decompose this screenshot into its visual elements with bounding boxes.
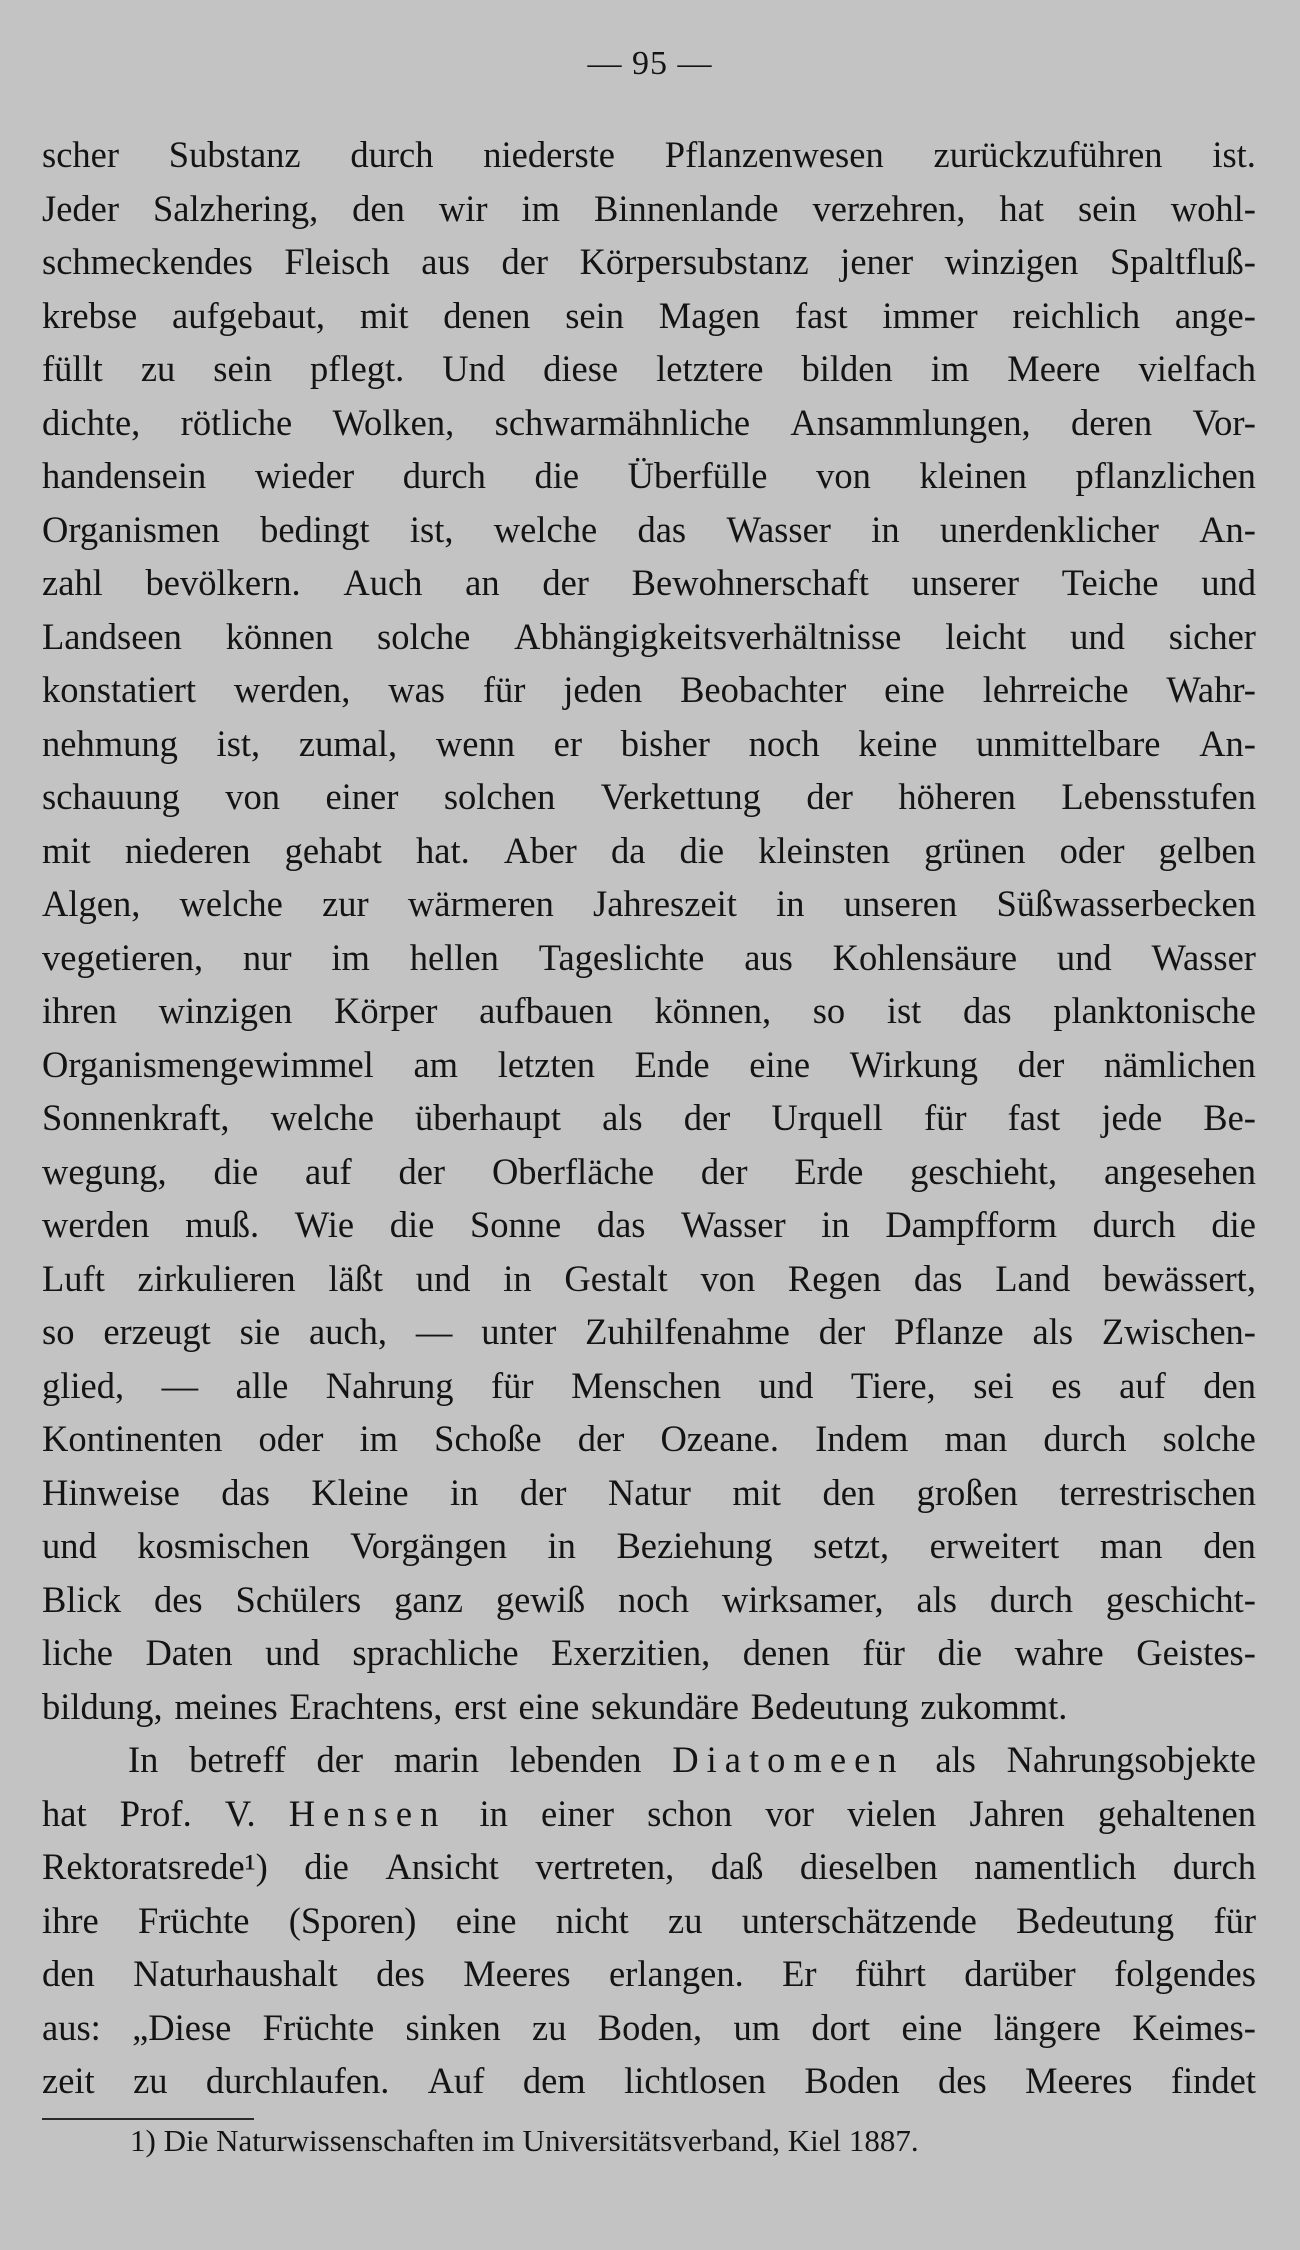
text-line: glied, — alle Nahrung für Menschen und Tiere, sei es auf den bbox=[42, 1364, 1256, 1406]
text-line: Organismengewimmel am letzten Ende eine Wirkung der nämlichen bbox=[42, 1043, 1256, 1085]
text-line: zahl bevölkern. Auch an der Bewohnerschaft unserer Teiche und bbox=[42, 562, 1256, 603]
paragraph-start-line: In betreff der marin lebenden Diatomeen als Nahrungsobjekte bbox=[128, 1739, 1256, 1780]
text-line: Landseen können solche Abhängigkeitsverhältnisse leicht und sicher bbox=[42, 615, 1256, 657]
body-text bbox=[42, 128, 1256, 2108]
text-line: wegung, die auf der Oberfläche der Erde geschieht, angesehen bbox=[42, 1150, 1256, 1192]
text-line: konstatiert werden, was für jeden Beobachter eine lehrreiche Wahr- bbox=[42, 669, 1256, 710]
text-line: mit niederen gehabt hat. Aber da die kleinsten grünen oder gelben bbox=[42, 829, 1256, 871]
text-line: Sonnenkraft, welche überhaupt als der Urquell für fast jede Be- bbox=[42, 1097, 1256, 1138]
text-line: werden muß. Wie die Sonne das Wasser in Dampfform durch die bbox=[42, 1204, 1256, 1245]
text-line: krebse aufgebaut, mit denen sein Magen fast immer reichlich ange- bbox=[42, 294, 1256, 336]
text-line: zeit zu durchlaufen. Auf dem lichtlosen Boden des Meeres findet bbox=[42, 2060, 1256, 2101]
text-line: den Naturhaushalt des Meeres erlangen. Er führt darüber folgendes bbox=[42, 1953, 1256, 1994]
text-line: Hinweise das Kleine in der Natur mit den großen terrestrischen bbox=[42, 1471, 1256, 1513]
page-number: — 95 — bbox=[587, 45, 713, 82]
text-line: ihre Früchte (Sporen) eine nicht zu unterschätzende Bedeutung für bbox=[42, 1899, 1256, 1941]
text-line: Blick des Schülers ganz gewiß noch wirksamer, als durch geschicht- bbox=[42, 1578, 1256, 1620]
text-line: nehmung ist, zumal, wenn er bisher noch keine unmittelbare An- bbox=[42, 722, 1256, 764]
text-line: scher Substanz durch niederste Pflanzenwesen zurückzuführen ist. bbox=[42, 134, 1256, 175]
text-line: vegetieren, nur im hellen Tageslichte aus Kohlensäure und Wasser bbox=[42, 936, 1256, 978]
text-line: Kontinenten oder im Schoße der Ozeane. Indem man durch solche bbox=[42, 1418, 1256, 1459]
text-line: handensein wieder durch die Überfülle von kleinen pflanzlichen bbox=[42, 455, 1256, 496]
text-line: Jeder Salzhering, den wir im Binnenlande verzehren, hat sein wohl- bbox=[42, 187, 1256, 229]
text-line: dichte, rötliche Wolken, schwarmähnliche Ansammlungen, deren Vor- bbox=[42, 401, 1256, 443]
text-line: hat Prof. V. Hensen in einer schon vor vielen Jahren gehaltenen bbox=[42, 1792, 1256, 1834]
footnote-divider bbox=[42, 2118, 254, 2120]
paragraph-end-line: bildung, meines Erachtens, erst eine sekundäre Bedeutung zukommt. bbox=[42, 1685, 1068, 1727]
text-line: Rektoratsrede¹) die Ansicht vertreten, daß dieselben namentlich durch bbox=[42, 1846, 1256, 1887]
text-line: liche Daten und sprachliche Exerzitien, denen für die wahre Geistes- bbox=[42, 1632, 1256, 1673]
text-line: und kosmischen Vorgängen in Beziehung setzt, erweitert man den bbox=[42, 1525, 1256, 1566]
text-line: aus: „Diese Früchte sinken zu Boden, um dort eine längere Keimes- bbox=[42, 2006, 1256, 2048]
text-line: Algen, welche zur wärmeren Jahreszeit in unseren Süßwasserbecken bbox=[42, 883, 1256, 924]
text-line: schauung von einer solchen Verkettung der höheren Lebensstufen bbox=[42, 776, 1256, 817]
text-line: ihren winzigen Körper aufbauen können, so ist das planktonische bbox=[42, 990, 1256, 1031]
footnote: 1) Die Naturwissenschaften im Universitätsverband, Kiel 1887. bbox=[130, 2123, 919, 2158]
text-line: Organismen bedingt ist, welche das Wasser in unerdenklicher An- bbox=[42, 508, 1256, 550]
text-line: so erzeugt sie auch, — unter Zuhilfenahme der Pflanze als Zwischen- bbox=[42, 1311, 1256, 1352]
text-line: Luft zirkulieren läßt und in Gestalt von Regen das Land bewässert, bbox=[42, 1257, 1256, 1299]
text-line: schmeckendes Fleisch aus der Körpersubstanz jener winzigen Spaltfluß- bbox=[42, 241, 1256, 282]
text-line: füllt zu sein pflegt. Und diese letztere bilden im Meere vielfach bbox=[42, 348, 1256, 389]
